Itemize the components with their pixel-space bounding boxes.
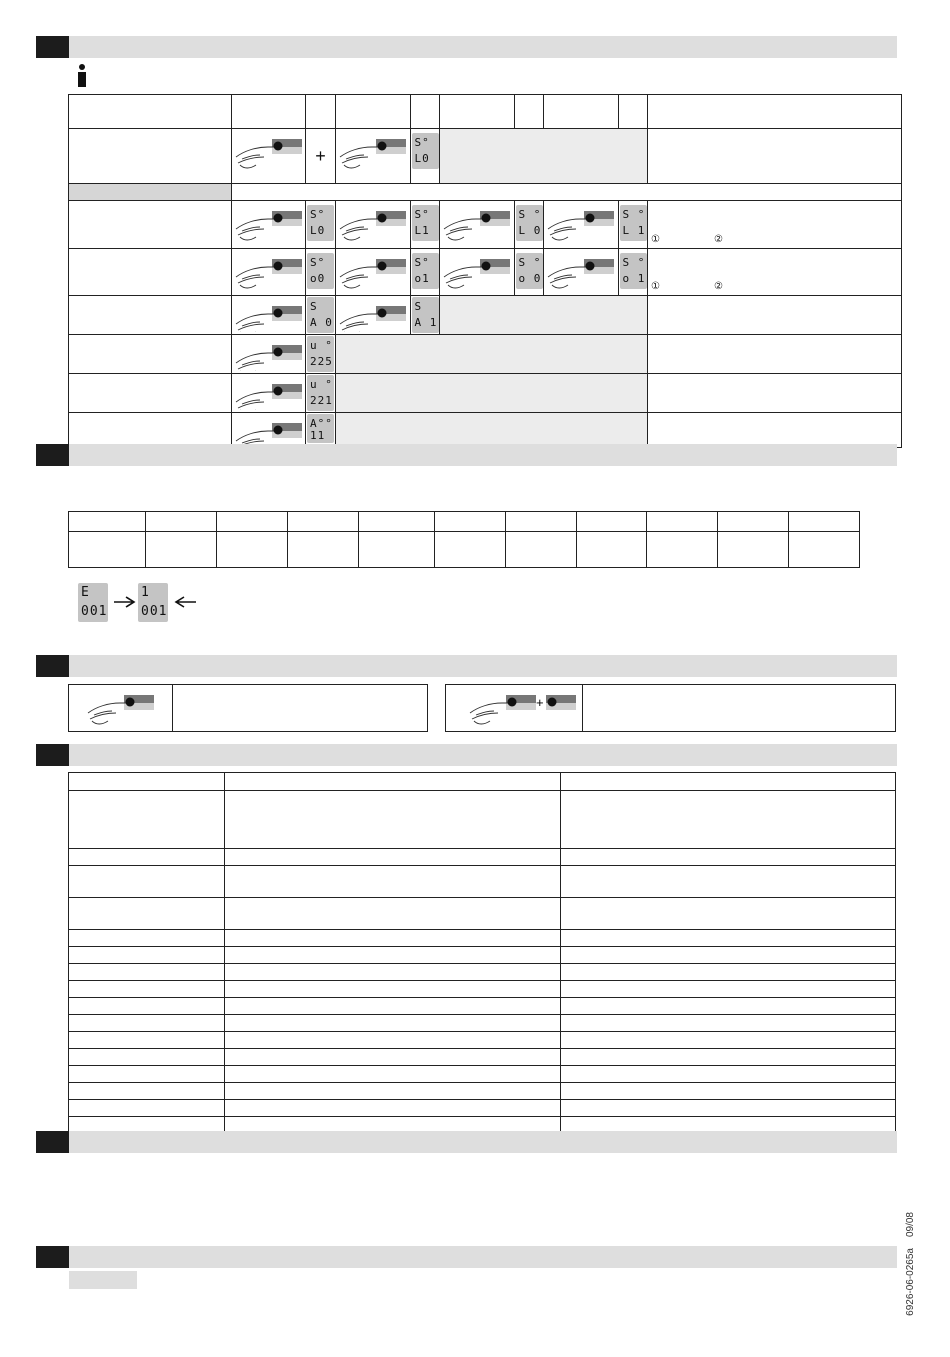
technical-data-table (68, 772, 896, 1134)
section-header-bar (36, 744, 897, 766)
table-row (69, 296, 902, 335)
combo-reset-box (445, 684, 896, 732)
press-button-icon (76, 691, 166, 725)
table-row (69, 335, 902, 374)
lcd-display: 1 001 (138, 583, 168, 622)
press-button-icon (338, 207, 408, 241)
programming-table (68, 94, 902, 448)
section-header-bar (36, 36, 897, 58)
lcd-display: A°° 11 (307, 414, 334, 443)
table-row (69, 374, 902, 413)
step-marker-2: ② (714, 234, 723, 245)
press-two-buttons-icon (450, 691, 580, 725)
press-button-icon (546, 255, 616, 289)
section-header-bar (36, 1131, 897, 1153)
lcd-display: S° L1 (412, 205, 439, 241)
arrow-left-icon (174, 596, 196, 608)
press-button-icon (338, 135, 408, 169)
step-marker-2: ② (714, 281, 723, 292)
table-row (69, 249, 902, 296)
lcd-display: u ° 225 (307, 336, 334, 372)
error-code-table (68, 511, 860, 568)
press-button-icon (442, 207, 512, 241)
lcd-display: S A 0 (307, 297, 334, 333)
step-marker-1: ① (651, 234, 660, 245)
section-header-bar (36, 1246, 897, 1268)
press-button-icon (234, 302, 304, 332)
press-button-icon (338, 302, 408, 332)
press-button-icon (234, 255, 304, 289)
lcd-display: S ° o 1 (620, 253, 647, 289)
lcd-display: S ° L 1 (620, 205, 647, 241)
press-button-icon (234, 341, 304, 371)
press-button-icon (234, 419, 304, 447)
table-row (69, 413, 902, 448)
lcd-display: u ° 221 (307, 375, 334, 411)
lcd-display: S A 1 (412, 297, 439, 333)
step-marker-1: ① (651, 281, 660, 292)
lcd-display: S ° o 0 (516, 253, 543, 289)
section-header-bar (36, 655, 897, 677)
document-code: 6926-06-0265a (905, 1248, 916, 1316)
lcd-display: E 001 (78, 583, 108, 622)
table-row (69, 201, 902, 249)
svg-text:+: + (536, 695, 544, 710)
lcd-display: S° o1 (412, 253, 439, 289)
date-code: 09/08 (905, 1212, 916, 1238)
shaded-box (69, 1271, 137, 1289)
info-icon (76, 64, 88, 88)
press-button-icon (234, 380, 304, 410)
lcd-display: S° o0 (307, 253, 334, 289)
plus-icon: + (306, 129, 336, 184)
reset-box (68, 684, 428, 732)
table-row (69, 129, 902, 184)
press-button-icon (234, 135, 304, 169)
press-button-icon (338, 255, 408, 289)
press-button-icon (546, 207, 616, 241)
lcd-display: S° L0 (412, 133, 439, 169)
lcd-display: S° L0 (307, 205, 334, 241)
press-button-icon (234, 207, 304, 241)
arrow-right-icon (114, 596, 136, 608)
section-header-bar (36, 444, 897, 466)
lcd-display: S ° L 0 (516, 205, 543, 241)
press-button-icon (442, 255, 512, 289)
